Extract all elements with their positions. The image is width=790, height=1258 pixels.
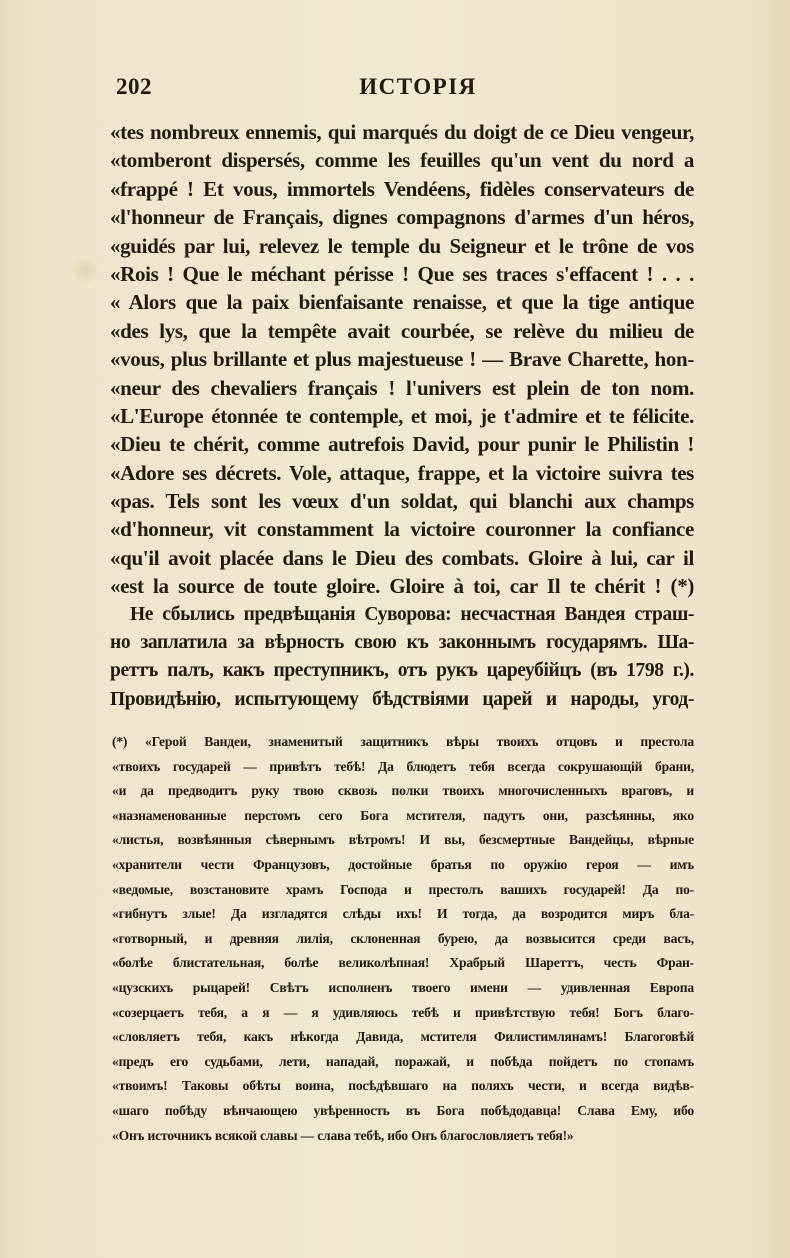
text-line: «L'Europe étonnée te contemple, et moi, je t'admire et te félicite. [110,403,694,428]
text-line: « Alors que la paix bienfaisante renaisse, et que la tige antique [110,290,694,315]
footnote-line: «и да предводитъ руку твою сквозь полки твоихъ многочисленныхъ враговъ, и [112,783,694,799]
text-line: «guidés par lui, relevez le temple du Seigneur et le trône de vos [110,233,694,258]
footnote-line: «ведомые, возстановите храмъ Господа и престолъ вашихъ государей! Да по- [112,881,694,897]
text-line: «tes nombreux ennemis, qui marqués du doigt de ce Dieu vengeur, [110,120,694,144]
text-line: «d'honneur, vit constamment la victoire couronner la confiance [110,517,694,542]
text-line: но заплатила за вѣрность свою къ законнымъ государямъ. Ша- [110,632,694,654]
footnote-line: «листья, возвѣянныя сѣвернымъ вѣтромъ! И вы, безсмертные Вандейцы, вѣрные [112,832,694,848]
page-number: 202 [116,74,152,99]
text-line: «Adore ses décrets. Vole, attaque, frappe, et la victoire suivra tes [110,460,694,485]
footnote-line: «твоихъ государей — привѣтъ тебѣ! Да блюдетъ тебя всегда сокрушающій брани, [112,758,694,774]
footnote-line: «готворный, и древняя лилія, склоненная бурею, да возвысится среди васъ, [112,930,694,946]
text-line: «vous, plus brillante et plus majestueuse ! — Brave Charette, hon- [110,347,694,372]
main-text-block [110,118,694,714]
footnote-line: «болѣе блистательная, болѣе великолѣпная! Храбрый Шареттъ, честь Фран- [112,955,694,971]
footnote-line: «словляетъ тебя, какъ нѣкогда Давида, мстителя Филистимлянамъ! Благоговѣй [112,1029,694,1045]
footnote-line: (*) «Герой Вандеи, знаменитый защитникъ вѣры твоихъ отцовъ и престола [112,734,694,749]
footnote-line: «твоимъ! Таковы обѣты воина, посѣдѣвшаго на поляхъ чести, и всегда видѣв- [112,1078,694,1094]
text-line: «l'honneur de Français, dignes compagnons d'armes d'un héros, [110,205,694,230]
text-line: «des lys, que la tempête avait courbée, se relève du milieu de [110,318,694,343]
text-line: Провидѣнію, испытующему бѣдствіями царей и народы, угод- [110,688,694,710]
footnote-line: «хранители чести Французовъ, достойные братья по оружію героя — имъ [112,856,694,872]
text-line: «Rois ! Que le méchant périsse ! Que ses traces s'effacent ! . . . [110,261,694,286]
footnote-line: «шаго побѣду вѣнчающею увѣренность въ Бога побѣдодавца! Слава Ему, ибо [112,1102,694,1118]
footnote-line: «созерцаетъ тебя, а я — я удивляюсь тебѣ и привѣтствую тебя! Богъ благо- [112,1004,694,1020]
footnote-block [112,730,694,1148]
text-line: «frappé ! Et vous, immortels Vendéens, fidèles conservateurs de [110,176,694,201]
text-line: реттъ палъ, какъ преступникъ, отъ рукъ цареубійцъ (въ 1798 г.). [110,660,694,682]
paper-stain [70,255,100,285]
text-line: Не сбылись предвѣщанія Суворова: несчастная Вандея страш- [130,603,694,625]
text-line: «qu'il avoit placée dans le Dieu des combats. Gloire à lui, car il [110,545,694,570]
text-line: «est la source de toute gloire. Gloire à toi, car Il te chérit ! (*) [110,574,694,599]
footnote-line: «назнаменованные перстомъ сего Бога мстителя, падутъ они, разсѣянны, яко [112,807,694,823]
footnote-line: «Онъ источникъ всякой славы — слава тебѣ, ибо Онъ благословляетъ тебя!» [112,1127,574,1143]
text-line: «Dieu te chérit, comme autrefois David, pour punir le Philistin ! [110,432,694,457]
running-title: ИСТОРІЯ [359,74,477,99]
page-header [116,74,690,108]
text-line: «tomberont dispersés, comme les feuilles qu'un vent du nord a [110,148,694,173]
text-line: «neur des chevaliers français ! l'univers est plein de ton nom. [110,375,694,400]
footnote-line: «цузскихъ рыцарей! Свѣтъ исполненъ твоего имени — удивленная Европа [112,979,694,995]
footnote-line: «гибнутъ злые! Да изгладятся слѣды ихъ! И тогда, да возродится миръ бла- [112,906,694,922]
text-line: «pas. Tels sont les vœux d'un soldat, qui blanchi aux champs [110,489,694,514]
footnote-line: «предъ его судьбами, лети, нападай, поражай, и побѣда пойдетъ по стопамъ [112,1053,694,1069]
